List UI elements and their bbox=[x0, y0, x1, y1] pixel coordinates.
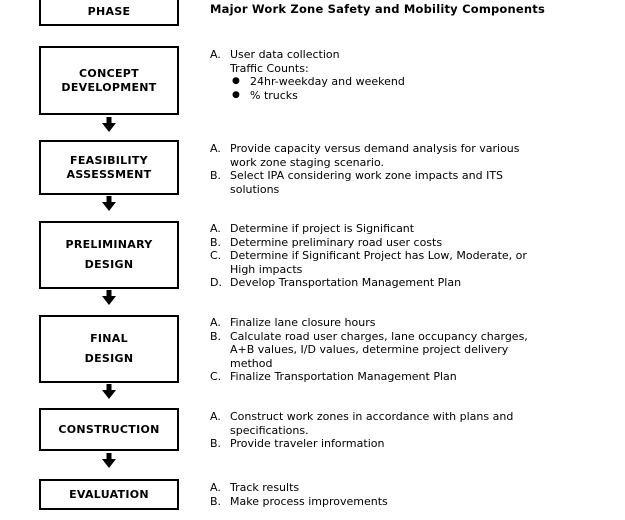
components-concept-development bbox=[210, 48, 620, 102]
phase-box-feasibility-assessment bbox=[39, 140, 179, 195]
list-item bbox=[210, 169, 620, 196]
item-text: Construct work zones in accordance with plans and specifications. bbox=[230, 410, 514, 437]
bullet-item bbox=[210, 75, 620, 89]
item-letter: A. bbox=[210, 48, 221, 61]
phase-label-line: CONCEPT bbox=[79, 66, 139, 80]
phase-box-final-design bbox=[39, 315, 179, 383]
item-letter: A. bbox=[210, 481, 221, 494]
phase-box-concept-development bbox=[39, 46, 179, 115]
down-arrow-icon bbox=[102, 453, 116, 469]
item-letter: B. bbox=[210, 437, 222, 450]
item-text: Finalize lane closure hours bbox=[230, 316, 376, 329]
item-letter: C. bbox=[210, 249, 222, 262]
item-letter: B. bbox=[210, 494, 222, 508]
list-item bbox=[210, 276, 620, 290]
item-letter: B. bbox=[210, 169, 222, 182]
item-text: Develop Transportation Management Plan bbox=[230, 276, 462, 289]
phase-box-evaluation bbox=[39, 479, 179, 510]
list-item bbox=[210, 410, 620, 437]
item-letter: A. bbox=[210, 222, 221, 235]
item-letter: A. bbox=[210, 410, 221, 423]
list-item bbox=[210, 316, 620, 330]
phase-header-box bbox=[39, 0, 179, 26]
phase-label-line: DESIGN bbox=[84, 352, 134, 365]
phase-label-line: PRELIMINARY bbox=[65, 238, 153, 251]
item-letter: A. bbox=[210, 142, 221, 155]
components-construction bbox=[210, 410, 620, 451]
phase-header-label: PHASE bbox=[87, 5, 131, 18]
item-text: Determine if project is Significant bbox=[230, 222, 415, 235]
item-text: Determine preliminary road user costs bbox=[230, 235, 443, 249]
item-text: Calculate road user charges, lane occupancy charges, A+B values, I/D values, determine project delivery method bbox=[230, 329, 528, 370]
list-item bbox=[210, 330, 620, 371]
list-item bbox=[210, 222, 620, 236]
item-letter: B. bbox=[210, 235, 222, 249]
item-text: Provide capacity versus demand analysis for various work zone staging scenario. bbox=[230, 142, 520, 169]
traffic-counts-subtitle: Traffic Counts: bbox=[230, 61, 309, 75]
phase-label-line: ASSESSMENT bbox=[66, 167, 152, 181]
bullet-text: 24hr-weekday and weekend bbox=[250, 75, 405, 88]
bullet-text: % trucks bbox=[250, 88, 298, 102]
item-letter: C. bbox=[210, 370, 222, 383]
item-text: Finalize Transportation Management Plan bbox=[230, 370, 457, 383]
item-text: Select IPA considering work zone impacts and ITS solutions bbox=[230, 169, 504, 196]
item-text: User data collection bbox=[230, 48, 340, 61]
item-letter: D. bbox=[210, 276, 222, 289]
components-title: Major Work Zone Safety and Mobility Components bbox=[210, 2, 546, 16]
components-preliminary-design bbox=[210, 222, 620, 290]
components-final-design bbox=[210, 316, 620, 384]
item-text: Determine if Significant Project has Low, Moderate, or High impacts bbox=[230, 249, 527, 276]
phase-box-preliminary-design bbox=[39, 221, 179, 289]
down-arrow-icon bbox=[102, 290, 116, 306]
phase-label-line: DESIGN bbox=[84, 258, 134, 271]
phase-label-line: EVALUATION bbox=[69, 487, 149, 501]
item-text: Provide traveler information bbox=[230, 437, 385, 450]
phase-label-line: CONSTRUCTION bbox=[58, 422, 160, 436]
down-arrow-icon bbox=[102, 196, 116, 212]
item-text: Make process improvements bbox=[230, 494, 388, 508]
list-item bbox=[210, 481, 620, 495]
phase-label-line: DEVELOPMENT bbox=[61, 80, 157, 94]
phase-box-construction bbox=[39, 408, 179, 451]
components-evaluation bbox=[210, 481, 620, 508]
phase-label-line: FINAL bbox=[90, 332, 128, 345]
phase-label-line: FEASIBILITY bbox=[70, 153, 148, 167]
bullet-icon: ● bbox=[232, 89, 240, 100]
list-item bbox=[210, 142, 620, 169]
item-letter: A. bbox=[210, 316, 221, 329]
list-item bbox=[210, 370, 620, 384]
item-letter: B. bbox=[210, 329, 222, 343]
item-text: Track results bbox=[230, 481, 300, 494]
list-item bbox=[210, 249, 620, 276]
components-feasibility-assessment bbox=[210, 142, 620, 196]
list-item bbox=[210, 437, 620, 451]
down-arrow-icon bbox=[102, 384, 116, 400]
down-arrow-icon bbox=[102, 117, 116, 133]
bullet-item bbox=[210, 89, 620, 103]
bullet-icon: ● bbox=[232, 76, 240, 86]
list-item bbox=[210, 495, 620, 509]
list-item bbox=[210, 236, 620, 250]
list-item bbox=[210, 48, 620, 62]
